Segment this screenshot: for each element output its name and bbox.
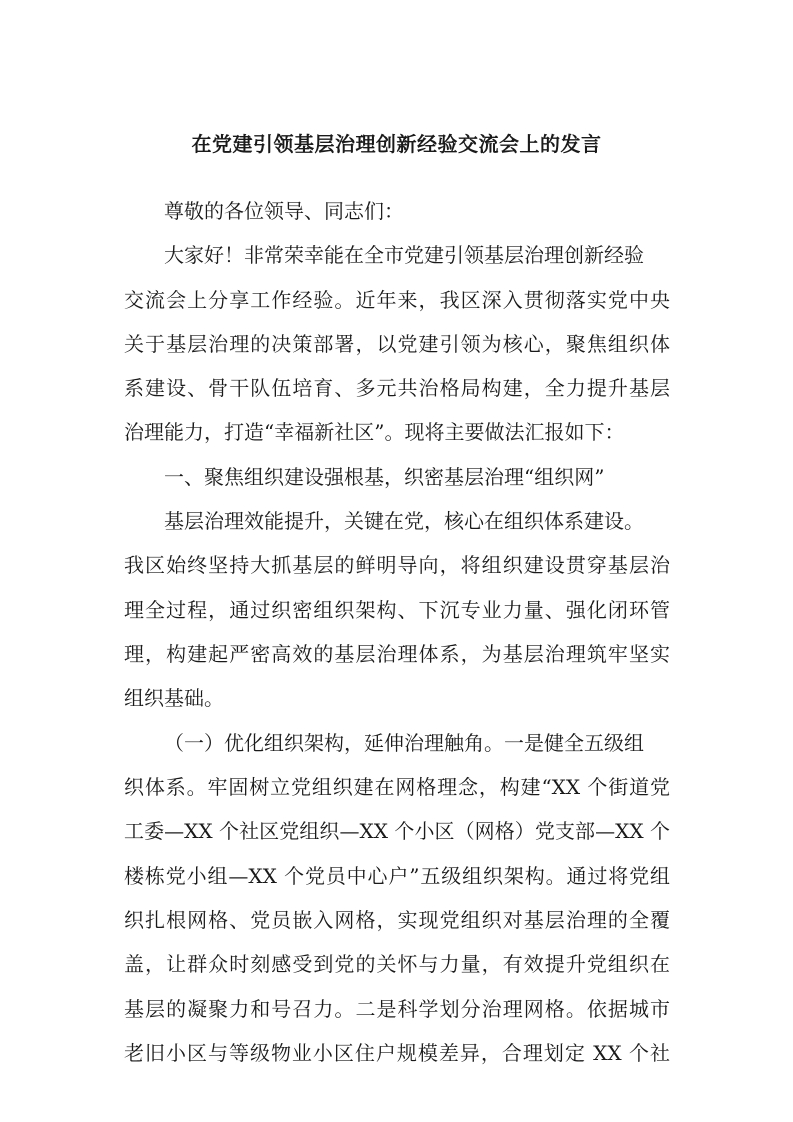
paragraph-line: 楼栋党小组—XX 个党员中心户”五级组织架构。通过将党组 (124, 864, 670, 888)
document-title: 在党建引领基层治理创新经验交流会上的发言 (191, 132, 602, 156)
paragraph-line: 交流会上分享工作经验。近年来，我区深入贯彻落实党中央 (124, 288, 670, 312)
paragraph-line: 基层的凝聚力和号召力。二是科学划分治理网格。依据城市 (124, 997, 670, 1021)
paragraph-line: 关于基层治理的决策部署，以党建引领为核心，聚焦组织体 (124, 332, 670, 356)
paragraph-line: 我区始终坚持大抓基层的鲜明导向，将组织建设贯穿基层治 (124, 553, 670, 577)
paragraph-line: 理全过程，通过织密组织架构、下沉专业力量、强化闭环管 (124, 598, 670, 622)
paragraph-line: 工委—XX 个社区党组织—XX 个小区（网格）党支部—XX 个 (124, 819, 670, 843)
paragraph-line: 老旧小区与等级物业小区住户规模差异，合理划定 XX 个社 (124, 1041, 670, 1065)
paragraph-line: 系建设、骨干队伍培育、多元共治格局构建，全力提升基层 (124, 376, 670, 400)
paragraph-line: （一）优化组织架构，延伸治理触角。一是健全五级组 (164, 731, 644, 755)
paragraph-line: 盖，让群众时刻感受到党的关怀与力量，有效提升党组织在 (124, 952, 670, 976)
paragraph-line: 治理能力，打造“幸福新社区”。现将主要做法汇报如下： (124, 420, 625, 444)
salutation-line: 尊敬的各位领导、同志们： (164, 199, 404, 223)
paragraph-line: 理，构建起严密高效的基层治理体系，为基层治理筑牢坚实 (124, 642, 670, 666)
paragraph-line: 织体系。牢固树立党组织建在网格理念，构建“XX 个街道党 (124, 775, 670, 799)
section-heading: 一、聚焦组织建设强根基，织密基层治理“组织网” (164, 465, 605, 489)
paragraph-line: 大家好！非常荣幸能在全市党建引领基层治理创新经验 (164, 243, 644, 267)
paragraph-line: 组织基础。 (124, 686, 224, 710)
paragraph-line: 织扎根网格、党员嵌入网格，实现党组织对基层治理的全覆 (124, 908, 670, 932)
paragraph-line: 基层治理效能提升，关键在党，核心在组织体系建设。 (164, 509, 644, 533)
